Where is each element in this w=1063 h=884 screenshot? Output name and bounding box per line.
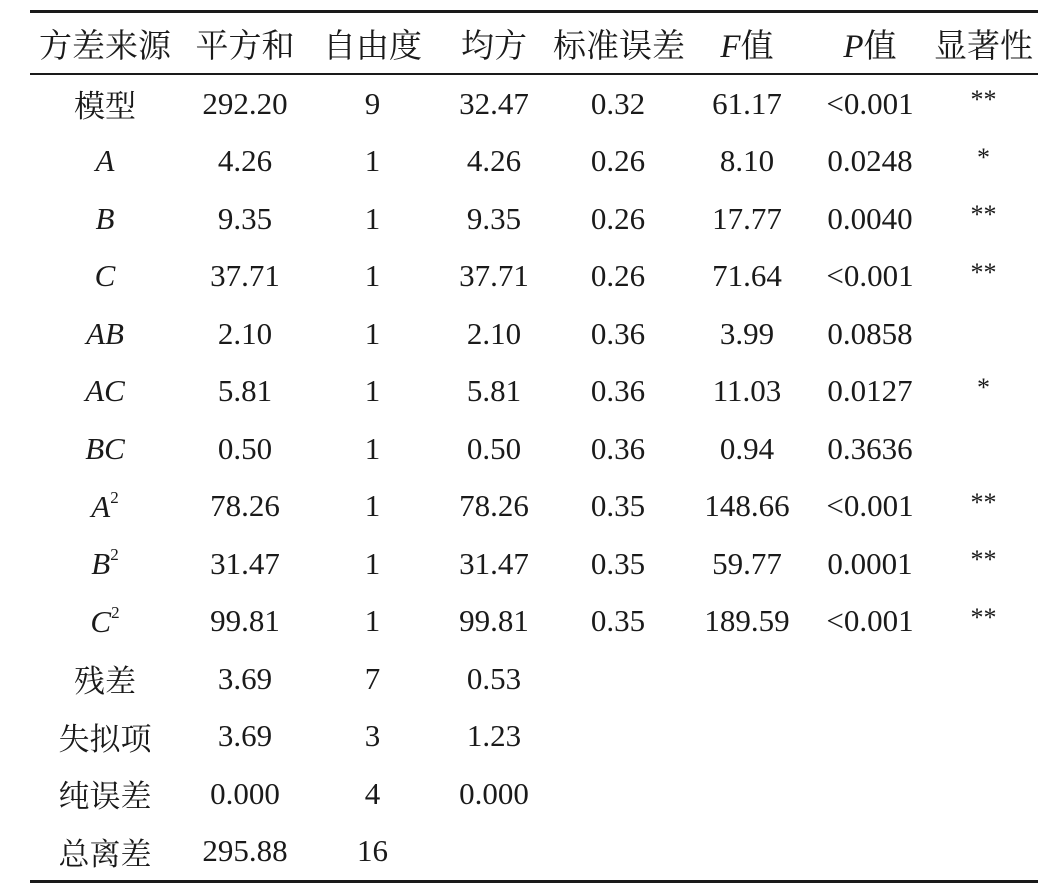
cell-sum-of-squares: 31.47 [210,545,280,581]
cell-sum-of-squares: 2.10 [217,315,273,351]
superscript-exponent: 2 [111,602,120,622]
cell-standard-error: 0.36 [590,430,646,466]
cell-degrees-of-freedom: 1 [364,545,381,581]
cell-standard-error [553,650,683,708]
cell-significance: ** [970,200,997,230]
table-row [30,420,1038,478]
header-standard-error: 标准误差 [553,28,685,65]
cell-p-value: <0.001 [826,603,914,639]
header-f-value: F值 [720,28,774,65]
cell-f-value: 59.77 [712,545,782,581]
cell-degrees-of-freedom: 1 [364,373,381,409]
superscript-exponent: 2 [110,545,119,565]
table-row [30,765,1038,823]
cell-significance [929,823,1038,882]
table-row [30,708,1038,766]
cell-p-value [811,823,929,882]
cell-significance [929,650,1038,708]
cell-mean-square: 31.47 [459,545,529,581]
cell-source: 失拟项 [58,721,152,757]
cell-degrees-of-freedom: 16 [357,833,388,869]
cell-f-value: 17.77 [712,200,782,236]
table-row [30,190,1038,248]
cell-source: 残差 [74,664,136,700]
cell-degrees-of-freedom: 1 [364,200,381,236]
cell-source: $B^2$ [91,545,119,582]
cell-standard-error: 0.35 [590,603,646,639]
cell-f-value: 189.59 [704,603,790,639]
cell-p-value: <0.001 [826,258,914,294]
cell-significance [929,765,1038,823]
cell-degrees-of-freedom: 1 [364,430,381,466]
cell-standard-error [553,823,683,882]
header-mean-square: 均方 [461,28,527,65]
cell-mean-square: 32.47 [459,85,529,121]
cell-p-value [811,650,929,708]
cell-standard-error [553,765,683,823]
cell-significance: ** [970,257,997,287]
cell-f-value: 0.94 [719,430,775,466]
cell-sum-of-squares: 37.71 [210,258,280,294]
cell-degrees-of-freedom: 1 [364,603,381,639]
cell-significance: ** [970,545,997,575]
cell-sum-of-squares: 99.81 [210,603,280,639]
table-row [30,305,1038,363]
cell-p-value: <0.001 [826,85,914,121]
cell-f-value: 71.64 [712,258,782,294]
cell-significance [929,305,1038,363]
table-row [30,593,1038,651]
cell-degrees-of-freedom: 1 [364,488,381,524]
cell-sum-of-squares: 4.26 [217,143,273,179]
cell-mean-square: 37.71 [459,258,529,294]
cell-source: BC [85,430,125,466]
cell-degrees-of-freedom: 3 [364,718,381,754]
cell-source: B [95,200,115,236]
table-row [30,478,1038,536]
cell-mean-square: 0.50 [466,430,522,466]
cell-source: A [95,143,115,179]
cell-mean-square: 2.10 [466,315,522,351]
cell-sum-of-squares: 5.81 [217,373,273,409]
cell-p-value [811,765,929,823]
cell-p-value: 0.3636 [827,430,913,466]
cell-mean-square: 9.35 [466,200,522,236]
cell-significance: ** [970,487,997,517]
cell-f-value: 3.99 [719,315,775,351]
cell-p-value: 0.0858 [827,315,913,351]
cell-significance: * [977,142,990,172]
anova-table-container [30,10,1038,883]
table-row [30,823,1038,882]
cell-sum-of-squares: 3.69 [217,660,273,696]
cell-f-value: 11.03 [712,373,782,409]
cell-significance: * [977,372,990,402]
cell-degrees-of-freedom: 1 [364,143,381,179]
table-row [30,133,1038,191]
cell-standard-error: 0.36 [590,315,646,351]
cell-mean-square: 5.81 [466,373,522,409]
cell-source: $C^2$ [90,602,120,639]
cell-p-value: <0.001 [826,488,914,524]
cell-significance: ** [970,602,997,632]
cell-sum-of-squares: 292.20 [202,85,288,121]
header-significance: 显著性 [934,28,1033,65]
cell-sum-of-squares: 9.35 [217,200,273,236]
cell-degrees-of-freedom: 7 [364,660,381,696]
table-row [30,535,1038,593]
cell-degrees-of-freedom: 4 [364,775,381,811]
cell-standard-error: 0.35 [590,545,646,581]
cell-significance: ** [970,85,997,115]
cell-source: C [94,258,116,294]
cell-f-value: 8.10 [719,143,775,179]
table-row [30,650,1038,708]
cell-source: $A^2$ [91,487,119,524]
cell-f-value [683,650,811,708]
table-row [30,363,1038,421]
superscript-exponent: 2 [110,487,119,507]
cell-f-value [683,708,811,766]
cell-p-value: 0.0127 [827,373,913,409]
cell-sum-of-squares: 0.000 [210,775,280,811]
cell-f-value [683,823,811,882]
cell-sum-of-squares: 3.69 [217,718,273,754]
cell-standard-error: 0.32 [590,85,646,121]
cell-standard-error [553,708,683,766]
cell-standard-error: 0.26 [590,143,646,179]
cell-standard-error: 0.26 [590,200,646,236]
cell-mean-square: 0.000 [459,775,529,811]
cell-standard-error: 0.35 [590,488,646,524]
cell-standard-error: 0.26 [590,258,646,294]
cell-source: 总离差 [58,836,152,872]
cell-p-value: 0.0001 [827,545,913,581]
header-sum-of-squares: 平方和 [195,28,295,65]
cell-p-value [811,708,929,766]
cell-degrees-of-freedom: 1 [364,315,381,351]
cell-significance [929,708,1038,766]
cell-source: AC [85,373,125,409]
cell-sum-of-squares: 295.88 [202,833,288,869]
cell-significance [929,420,1038,478]
anova-table [30,10,1038,883]
header-source: 方差来源 [39,28,171,65]
header-p-value: P值 [843,28,897,65]
cell-sum-of-squares: 78.26 [210,488,280,524]
cell-degrees-of-freedom: 9 [364,85,381,121]
cell-mean-square: 1.23 [466,718,522,754]
cell-f-value: 61.17 [712,85,782,121]
cell-mean-square: 78.26 [459,488,529,524]
cell-mean-square: 0.53 [466,660,522,696]
cell-source: 纯误差 [58,779,152,815]
cell-p-value: 0.0040 [827,200,913,236]
cell-source: AB [86,315,124,351]
cell-mean-square [435,823,553,882]
cell-mean-square: 99.81 [459,603,529,639]
header-row [30,12,1038,75]
cell-f-value [683,765,811,823]
cell-degrees-of-freedom: 1 [364,258,381,294]
cell-source: 模型 [74,89,136,125]
table-row [30,248,1038,306]
cell-f-value: 148.66 [704,488,790,524]
cell-sum-of-squares: 0.50 [217,430,273,466]
header-degrees-of-freedom: 自由度 [323,28,422,65]
cell-p-value: 0.0248 [827,143,913,179]
table-row [30,74,1038,133]
cell-mean-square: 4.26 [466,143,522,179]
cell-standard-error: 0.36 [590,373,646,409]
